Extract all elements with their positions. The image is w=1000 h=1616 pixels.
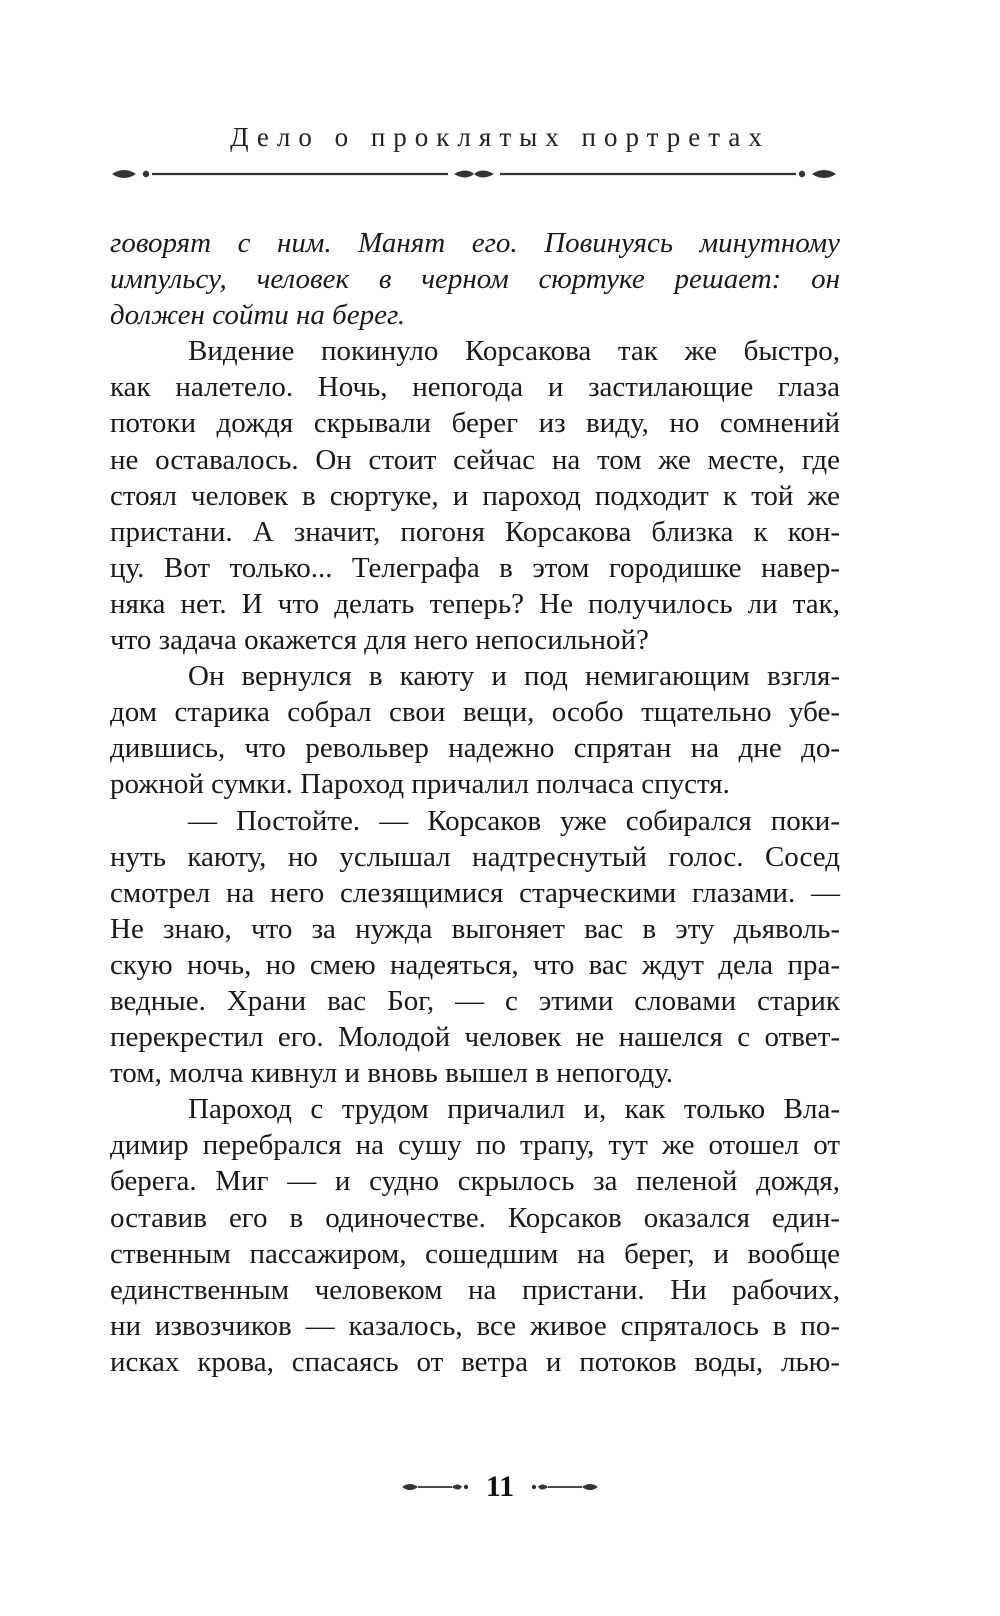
- right-flourish-icon: [530, 1480, 600, 1494]
- body-text: [110, 225, 840, 1380]
- text-line: рожной сумки. Пароход причалил полчаса спустя.: [110, 768, 730, 801]
- text-line: что задача окажется для него непосильной?: [110, 624, 649, 657]
- text-line: исках крова, спасаясь от ветра и потоков воды, лью-: [110, 1345, 840, 1378]
- text-line: Пароход с трудом причалил и, как только Вла-: [188, 1093, 840, 1126]
- running-head-title: Дело о проклятых портретах: [230, 122, 770, 152]
- text-line: том, молча кивнул и вновь вышел в непогоду.: [110, 1057, 674, 1090]
- text-line: стоял человек в сюртуке, и пароход подходит к той же: [110, 479, 840, 512]
- text-line: нуть каюту, но услышал надтреснутый голос. Сосед: [110, 840, 840, 873]
- left-flourish-icon: [400, 1480, 470, 1494]
- text-line: няка нет. И что делать теперь? Не получилось ли так,: [110, 587, 840, 620]
- text-line: берега. Миг — и судно скрылось за пеленой дождя,: [110, 1165, 840, 1198]
- text-line: дившись, что револьвер надежно спрятан на дне до-: [110, 732, 840, 765]
- text-line: — Постойте. — Корсаков уже собирался поки-: [188, 804, 840, 837]
- text-line: оставив его в одиночестве. Корсаков оказался един-: [110, 1201, 840, 1234]
- text-line: потоки дождя скрывали берег из виду, но сомнений: [110, 407, 840, 440]
- text-line: дом старика собрал свои вещи, особо тщательно убе-: [110, 696, 840, 729]
- text-line: перекрестил его. Молодой человек не нашелся с ответ-: [110, 1021, 840, 1054]
- text-line: как налетело. Ночь, непогода и застилающие глаза: [110, 371, 840, 404]
- text-line: должен сойти на берег.: [110, 299, 406, 332]
- text-line: говорят с ним. Манят его. Повинуясь минутному: [110, 227, 840, 259]
- text-line: Не знаю, что за нужда выгоняет вас в эту дьяволь-: [110, 912, 840, 945]
- text-line: не оставалось. Он стоит сейчас на том же месте, где: [110, 443, 840, 476]
- page-footer: [0, 1470, 1000, 1504]
- text-line: цу. Вот только... Телеграфа в этом городишке навер-: [110, 551, 840, 584]
- ornamental-divider: [108, 164, 840, 184]
- text-line: ведные. Храни вас Бог, — с этими словами старик: [110, 984, 840, 1017]
- text-line: единственным человеком на пристани. Ни рабочих,: [110, 1273, 840, 1306]
- text-line: димир перебрался на сушу по трапу, тут же отошел от: [110, 1129, 840, 1162]
- text-line: Он вернулся в каюту и под немигающим взгля-: [188, 660, 840, 693]
- text-line: ственным пассажиром, сошедшим на берег, и вообще: [110, 1237, 840, 1270]
- text-line: пристани. А значит, погоня Корсакова близка к кон-: [110, 515, 840, 548]
- text-line: смотрел на него слезящимися старческими глазами. —: [110, 876, 840, 909]
- text-line: импульсу, человек в черном сюртуке решает: он: [110, 263, 840, 296]
- text-line: скую ночь, но смею надеяться, что вас ждут дела пра-: [110, 948, 840, 981]
- text-line: Видение покинуло Корсакова так же быстро,: [188, 335, 840, 368]
- text-line: ни извозчиков — казалось, все живое спряталось в по-: [110, 1309, 840, 1342]
- page-number: 11: [485, 1470, 515, 1503]
